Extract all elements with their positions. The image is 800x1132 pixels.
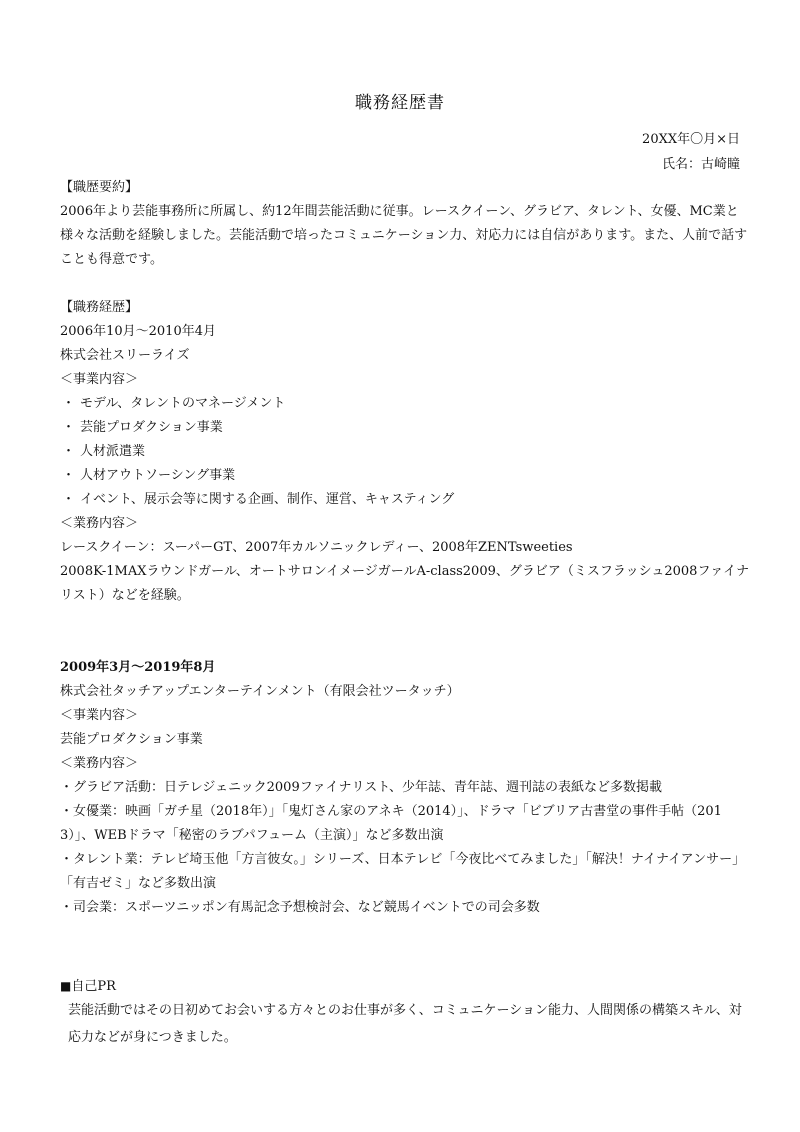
work-list-item: ・司会業：スポーツニッポン有馬記念予想検討会、など競馬イベントでの司会多数 — [60, 900, 540, 915]
history-heading: 【職務経歴】 — [60, 300, 139, 315]
applicant-name: 氏名：古崎瞳 — [661, 157, 740, 172]
business-list-item — [60, 464, 750, 488]
business-list-item — [60, 392, 750, 416]
business-item-text: モデル、タレントのマネージメント — [80, 396, 286, 411]
job2-company: 株式会社タッチアップエンターテインメント（有限会社ツータッチ） — [60, 684, 460, 699]
business-list-item — [60, 440, 750, 464]
work-list-item: ・グラビア活動：日テレジェニック2009ファイナリスト、少年誌、青年誌、週刊誌の表紙など多数掲載 — [60, 780, 663, 795]
document-title: 職務経歴書 — [355, 93, 445, 113]
document-date: 20XX年〇月×日 — [642, 132, 740, 147]
job2-period: 2009年3月～2019年8月 — [60, 660, 216, 675]
job2-business-label: ＜事業内容＞ — [60, 708, 139, 723]
business-item-text: イベント、展示会等に関する企画、制作、運営、キャスティング — [80, 492, 455, 507]
bullet-mark: ・ — [62, 468, 76, 483]
bullet-mark: ・ — [62, 396, 76, 411]
history-section — [60, 296, 750, 608]
job2-business-text: 芸能プロダクション事業 — [60, 732, 203, 747]
job1-business-label: ＜事業内容＞ — [60, 372, 139, 387]
job1-work-label: ＜業務内容＞ — [60, 516, 139, 531]
job1-work-line: レースクイーン：スーパーGT、2007年カルソニックレディー、2008年ZENTsweeties — [60, 540, 573, 555]
bullet-mark: ・ — [62, 420, 76, 435]
work-list-item: ・タレント業：テレビ埼玉他「方言彼女。」シリーズ、日本テレビ「今夜比べてみました」「解決！ナイナイアンサー」「有吉ゼミ」など多数出演 — [60, 852, 746, 891]
business-list-item — [60, 488, 750, 512]
business-item-text: 人材アウトソーシング事業 — [80, 468, 236, 483]
pr-heading-text: 自己PR — [71, 979, 116, 994]
work-list-item: ・女優業：映画「ガチ星（2018年）」「鬼灯さん家のアネキ（2014）」、ドラマ「ビブリア古書堂の事件手帖（2013）」、WEBドラマ「秘密のラブパフューム（主演）」など多数出演 — [60, 804, 722, 843]
bullet-mark: ・ — [62, 444, 76, 459]
job1-work-line: 2008K-1MAXラウンドガール、オートサロンイメージガールA-class2009、グラビア（ミスフラッシュ2008ファイナリスト）などを経験。 — [60, 564, 750, 603]
job1-period: 2006年10月～2010年4月 — [60, 324, 216, 339]
job1-company: 株式会社スリーライズ — [60, 348, 190, 363]
summary-heading: 【職歴要約】 — [60, 180, 139, 195]
bullet-mark: ・ — [62, 492, 76, 507]
job2-work-label: ＜業務内容＞ — [60, 756, 139, 771]
business-list-item — [60, 416, 750, 440]
summary-section — [60, 176, 750, 272]
business-item-text: 人材派遣業 — [80, 444, 146, 459]
business-item-text: 芸能プロダクション事業 — [80, 420, 223, 435]
pr-heading — [60, 974, 116, 999]
summary-text: 2006年より芸能事務所に所属し、約12年間芸能活動に従事。レースクイーン、グラビア、タレント、女優、MC業と様々な活動を経験しました。芸能活動で培ったコミュニケーション力、対応力には自信があります。また、人前で話すことも得意です。 — [60, 204, 748, 267]
job2-section — [60, 656, 750, 920]
square-bullet-icon: ■ — [60, 979, 72, 993]
pr-text: 芸能活動ではその日初めてお会いする方々とのお仕事が多く、コミュニケーション能力、人間関係の構築スキル、対応力などが身につきました。 — [68, 1003, 742, 1045]
